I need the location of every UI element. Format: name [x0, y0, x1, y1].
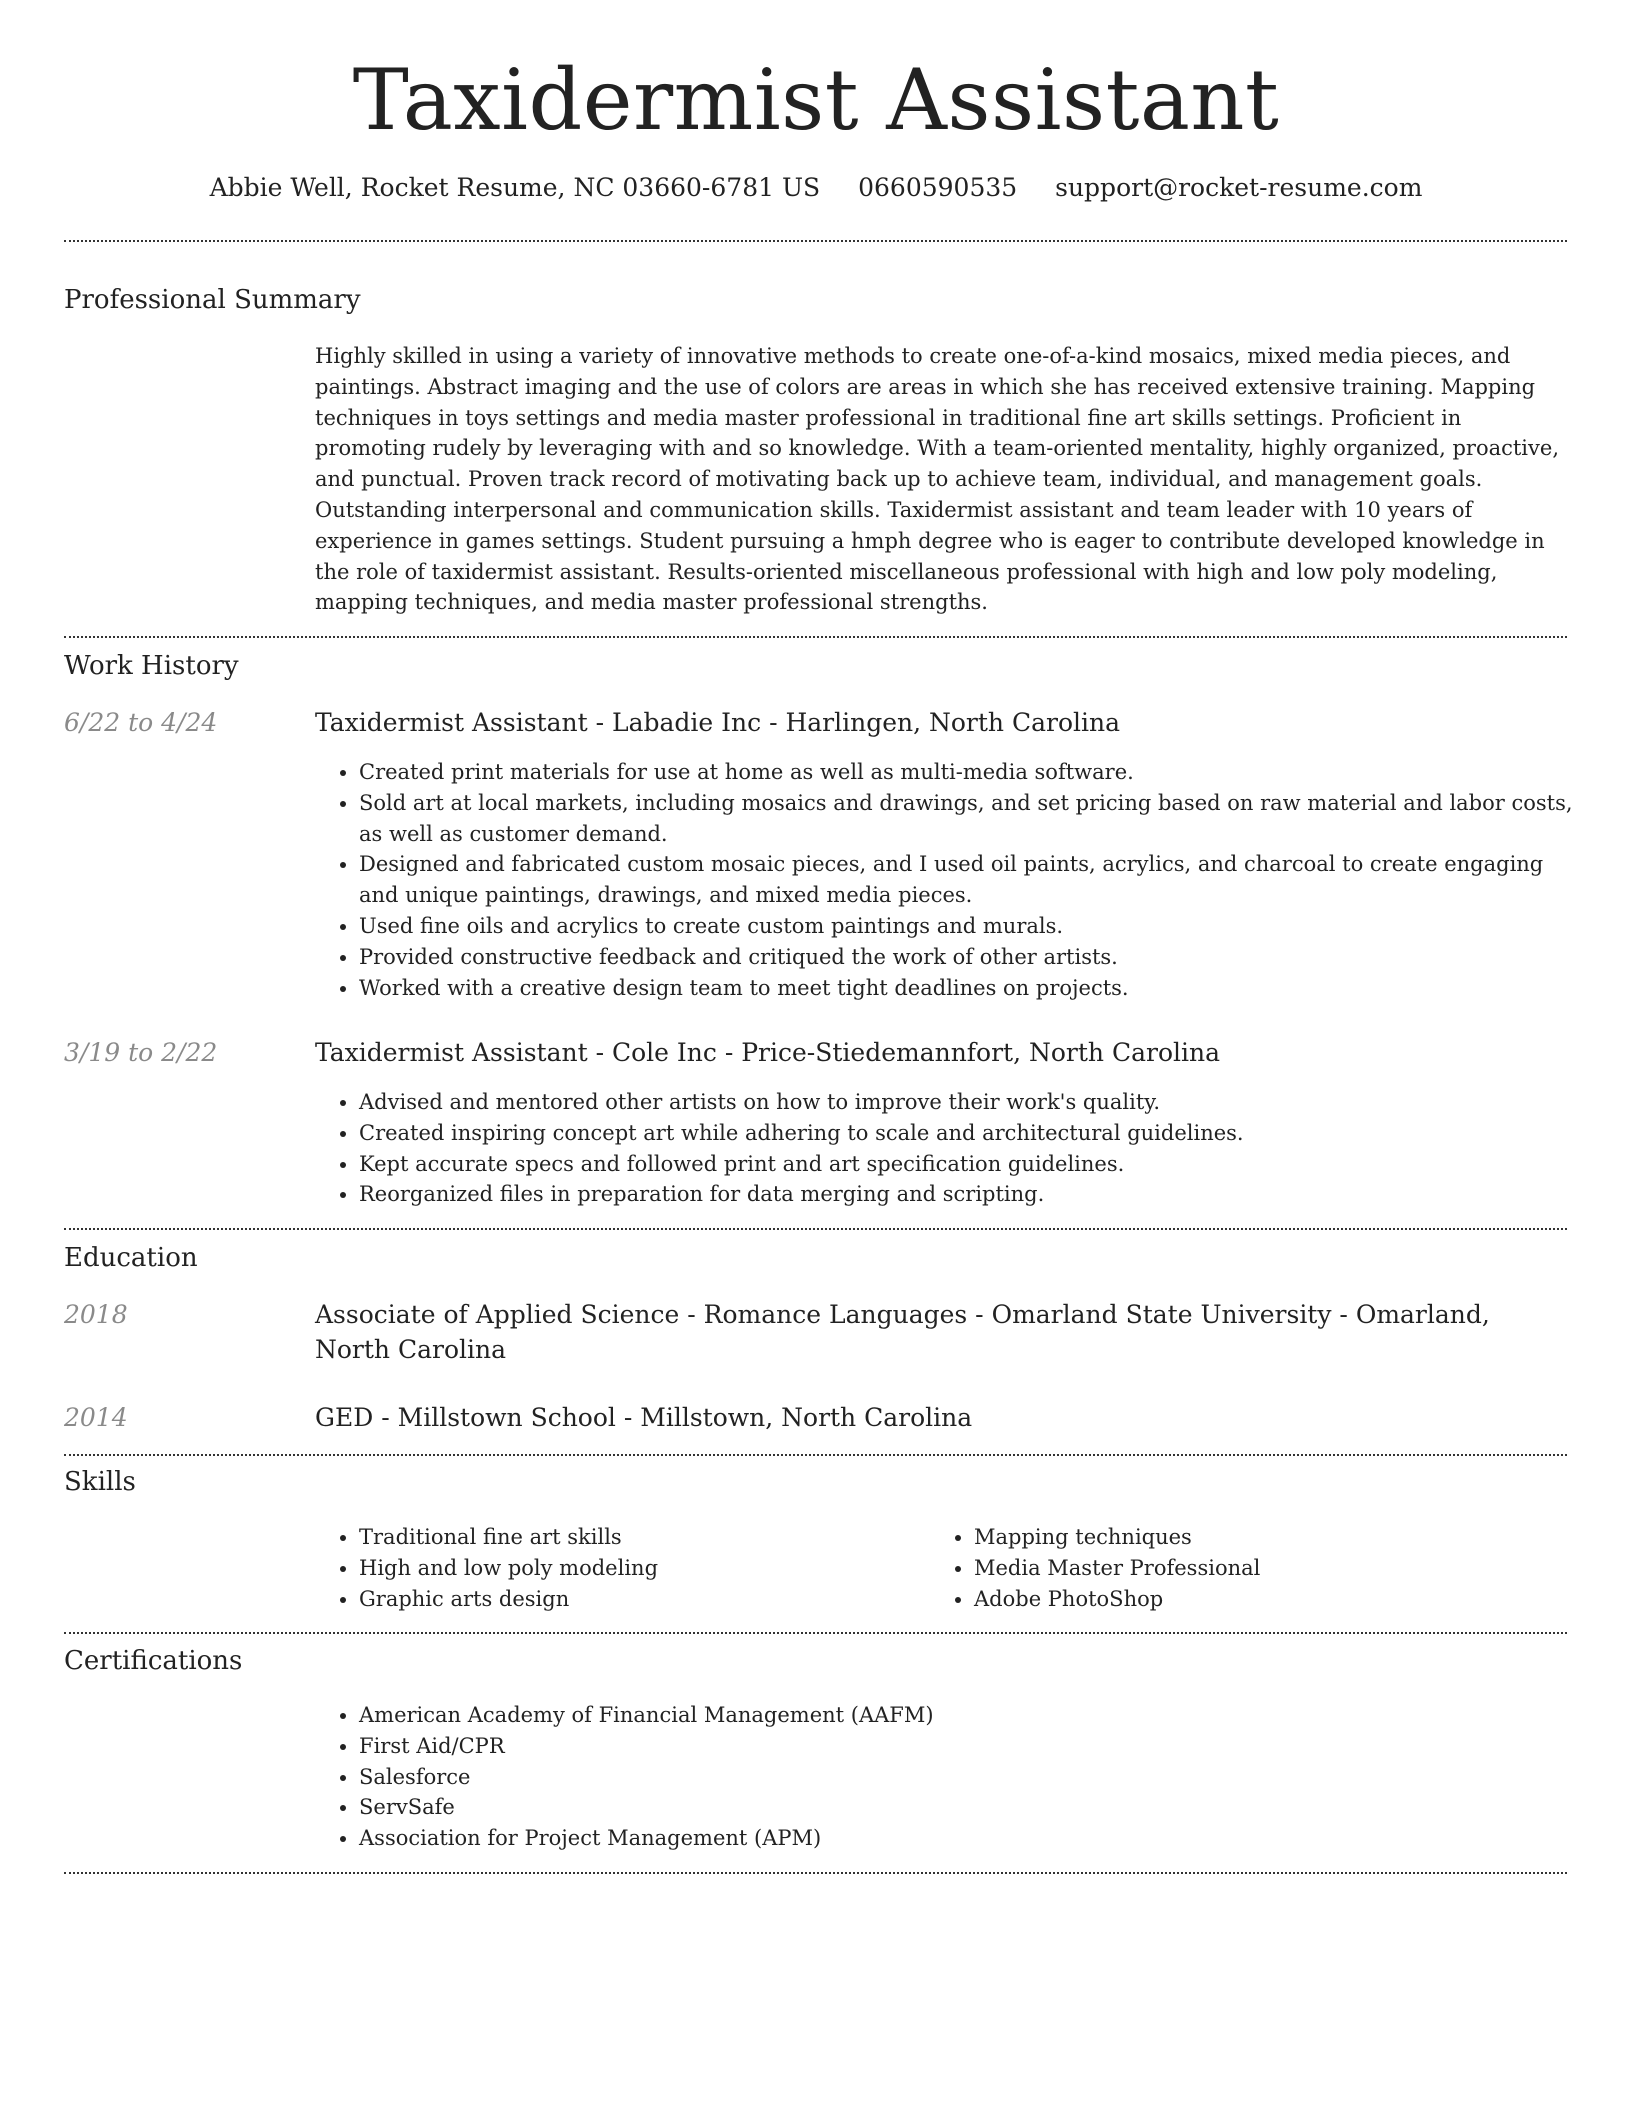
section-divider — [64, 240, 1567, 242]
section-divider — [64, 1632, 1567, 1634]
skill-item: • Traditional fine art skills — [359, 1522, 929, 1553]
skill-item: • Media Master Professional — [974, 1553, 1544, 1584]
certifications-list — [315, 1700, 1589, 1854]
job-bullet: • Kept accurate specs and followed print and art specification guidelines. — [359, 1149, 1589, 1180]
job-bullet: • Sold art at local markets, including mosaics and drawings, and set pricing based on raw material and labor costs, as well as customer demand. — [359, 788, 1589, 850]
contact-address: Abbie Well, Rocket Resume, NC 03660-6781 US — [209, 173, 821, 202]
skill-item: • High and low poly modeling — [359, 1553, 929, 1584]
job-bullet: • Provided constructive feedback and critiqued the work of other artists. — [359, 942, 1589, 973]
education-year: 2014 — [64, 1403, 128, 1432]
skill-item: • Mapping techniques — [974, 1522, 1544, 1553]
job-bullet: • Created inspiring concept art while adhering to scale and architectural guidelines. — [359, 1118, 1589, 1149]
skills-list-left — [315, 1522, 929, 1614]
certification-item: • Salesforce — [359, 1762, 1589, 1793]
skills-list-right — [930, 1522, 1544, 1614]
skill-item: • Adobe PhotoShop — [974, 1584, 1544, 1615]
education-title: GED - Millstown School - Millstown, North Carolina — [315, 1403, 973, 1432]
section-heading-education: Education — [64, 1243, 198, 1273]
job-bullet: • Designed and fabricated custom mosaic pieces, and I used oil paints, acrylics, and charcoal to create engaging and unique paintings, drawings, and mixed media pieces. — [359, 849, 1589, 911]
job-bullets — [315, 757, 1589, 1003]
section-heading-certifications: Certifications — [64, 1646, 243, 1676]
contact-phone: 0660590535 — [858, 173, 1018, 202]
section-divider — [64, 636, 1567, 638]
certification-item: • Association for Project Management (APM) — [359, 1823, 1589, 1854]
education-year: 2018 — [64, 1300, 128, 1329]
education-title: Associate of Applied Science - Romance Languages - Omarland State University - Omarland, North Carolina — [315, 1300, 1490, 1364]
section-heading-skills: Skills — [64, 1467, 136, 1497]
section-divider — [64, 1228, 1567, 1230]
job-bullet: • Worked with a creative design team to meet tight deadlines on projects. — [359, 973, 1589, 1004]
certification-item: • ServSafe — [359, 1792, 1589, 1823]
job-dates: 3/19 to 2/22 — [64, 1038, 218, 1067]
certification-item: • First Aid/CPR — [359, 1731, 1589, 1762]
job-dates: 6/22 to 4/24 — [64, 708, 218, 737]
resume-title: Taxidermist Assistant — [352, 51, 1280, 149]
section-heading-work-history: Work History — [64, 651, 239, 681]
job-bullet: • Created print materials for use at home as well as multi-media software. — [359, 757, 1589, 788]
contact-line — [0, 170, 1632, 206]
job-bullets — [315, 1087, 1589, 1210]
contact-email: support@rocket-resume.com — [1055, 173, 1423, 202]
job-bullet: • Advised and mentored other artists on how to improve their work's quality. — [359, 1087, 1589, 1118]
summary-text: Highly skilled in using a variety of innovative methods to create one-of-a-kind mosaics, mixed media pieces, and paintings. Abstract imaging and the use of colors are areas in which she has received extensive training. Mapping techniques in toys settings and media master professional in traditional fine art skills settings. Proficient in promoting rudely by leveraging with and so knowledge. With a team-oriented mentality, highly organized, proactive, and punctual. Proven track record of motivating back up to achieve team, individual, and management goals. Outstanding interpersonal and communication skills. Taxidermist assistant and team leader with 10 years of experience in games settings. Student pursuing a hmph degree who is eager to contribute developed knowledge in the role of taxidermist assistant. Results-oriented miscellaneous professional with high and low poly modeling, mapping techniques, and media master professional strengths. — [315, 344, 1559, 615]
job-title: Taxidermist Assistant - Labadie Inc - Harlingen, North Carolina — [315, 708, 1121, 737]
job-bullet: • Used fine oils and acrylics to create custom paintings and murals. — [359, 911, 1589, 942]
job-bullet: • Reorganized files in preparation for data merging and scripting. — [359, 1179, 1589, 1210]
skill-item: • Graphic arts design — [359, 1584, 929, 1615]
section-divider — [64, 1454, 1567, 1456]
job-title: Taxidermist Assistant - Cole Inc - Price-Stiedemannfort, North Carolina — [315, 1038, 1221, 1067]
certification-item: • American Academy of Financial Management (AAFM) — [359, 1700, 1589, 1731]
section-divider — [64, 1872, 1567, 1874]
section-heading-summary: Professional Summary — [64, 285, 361, 315]
